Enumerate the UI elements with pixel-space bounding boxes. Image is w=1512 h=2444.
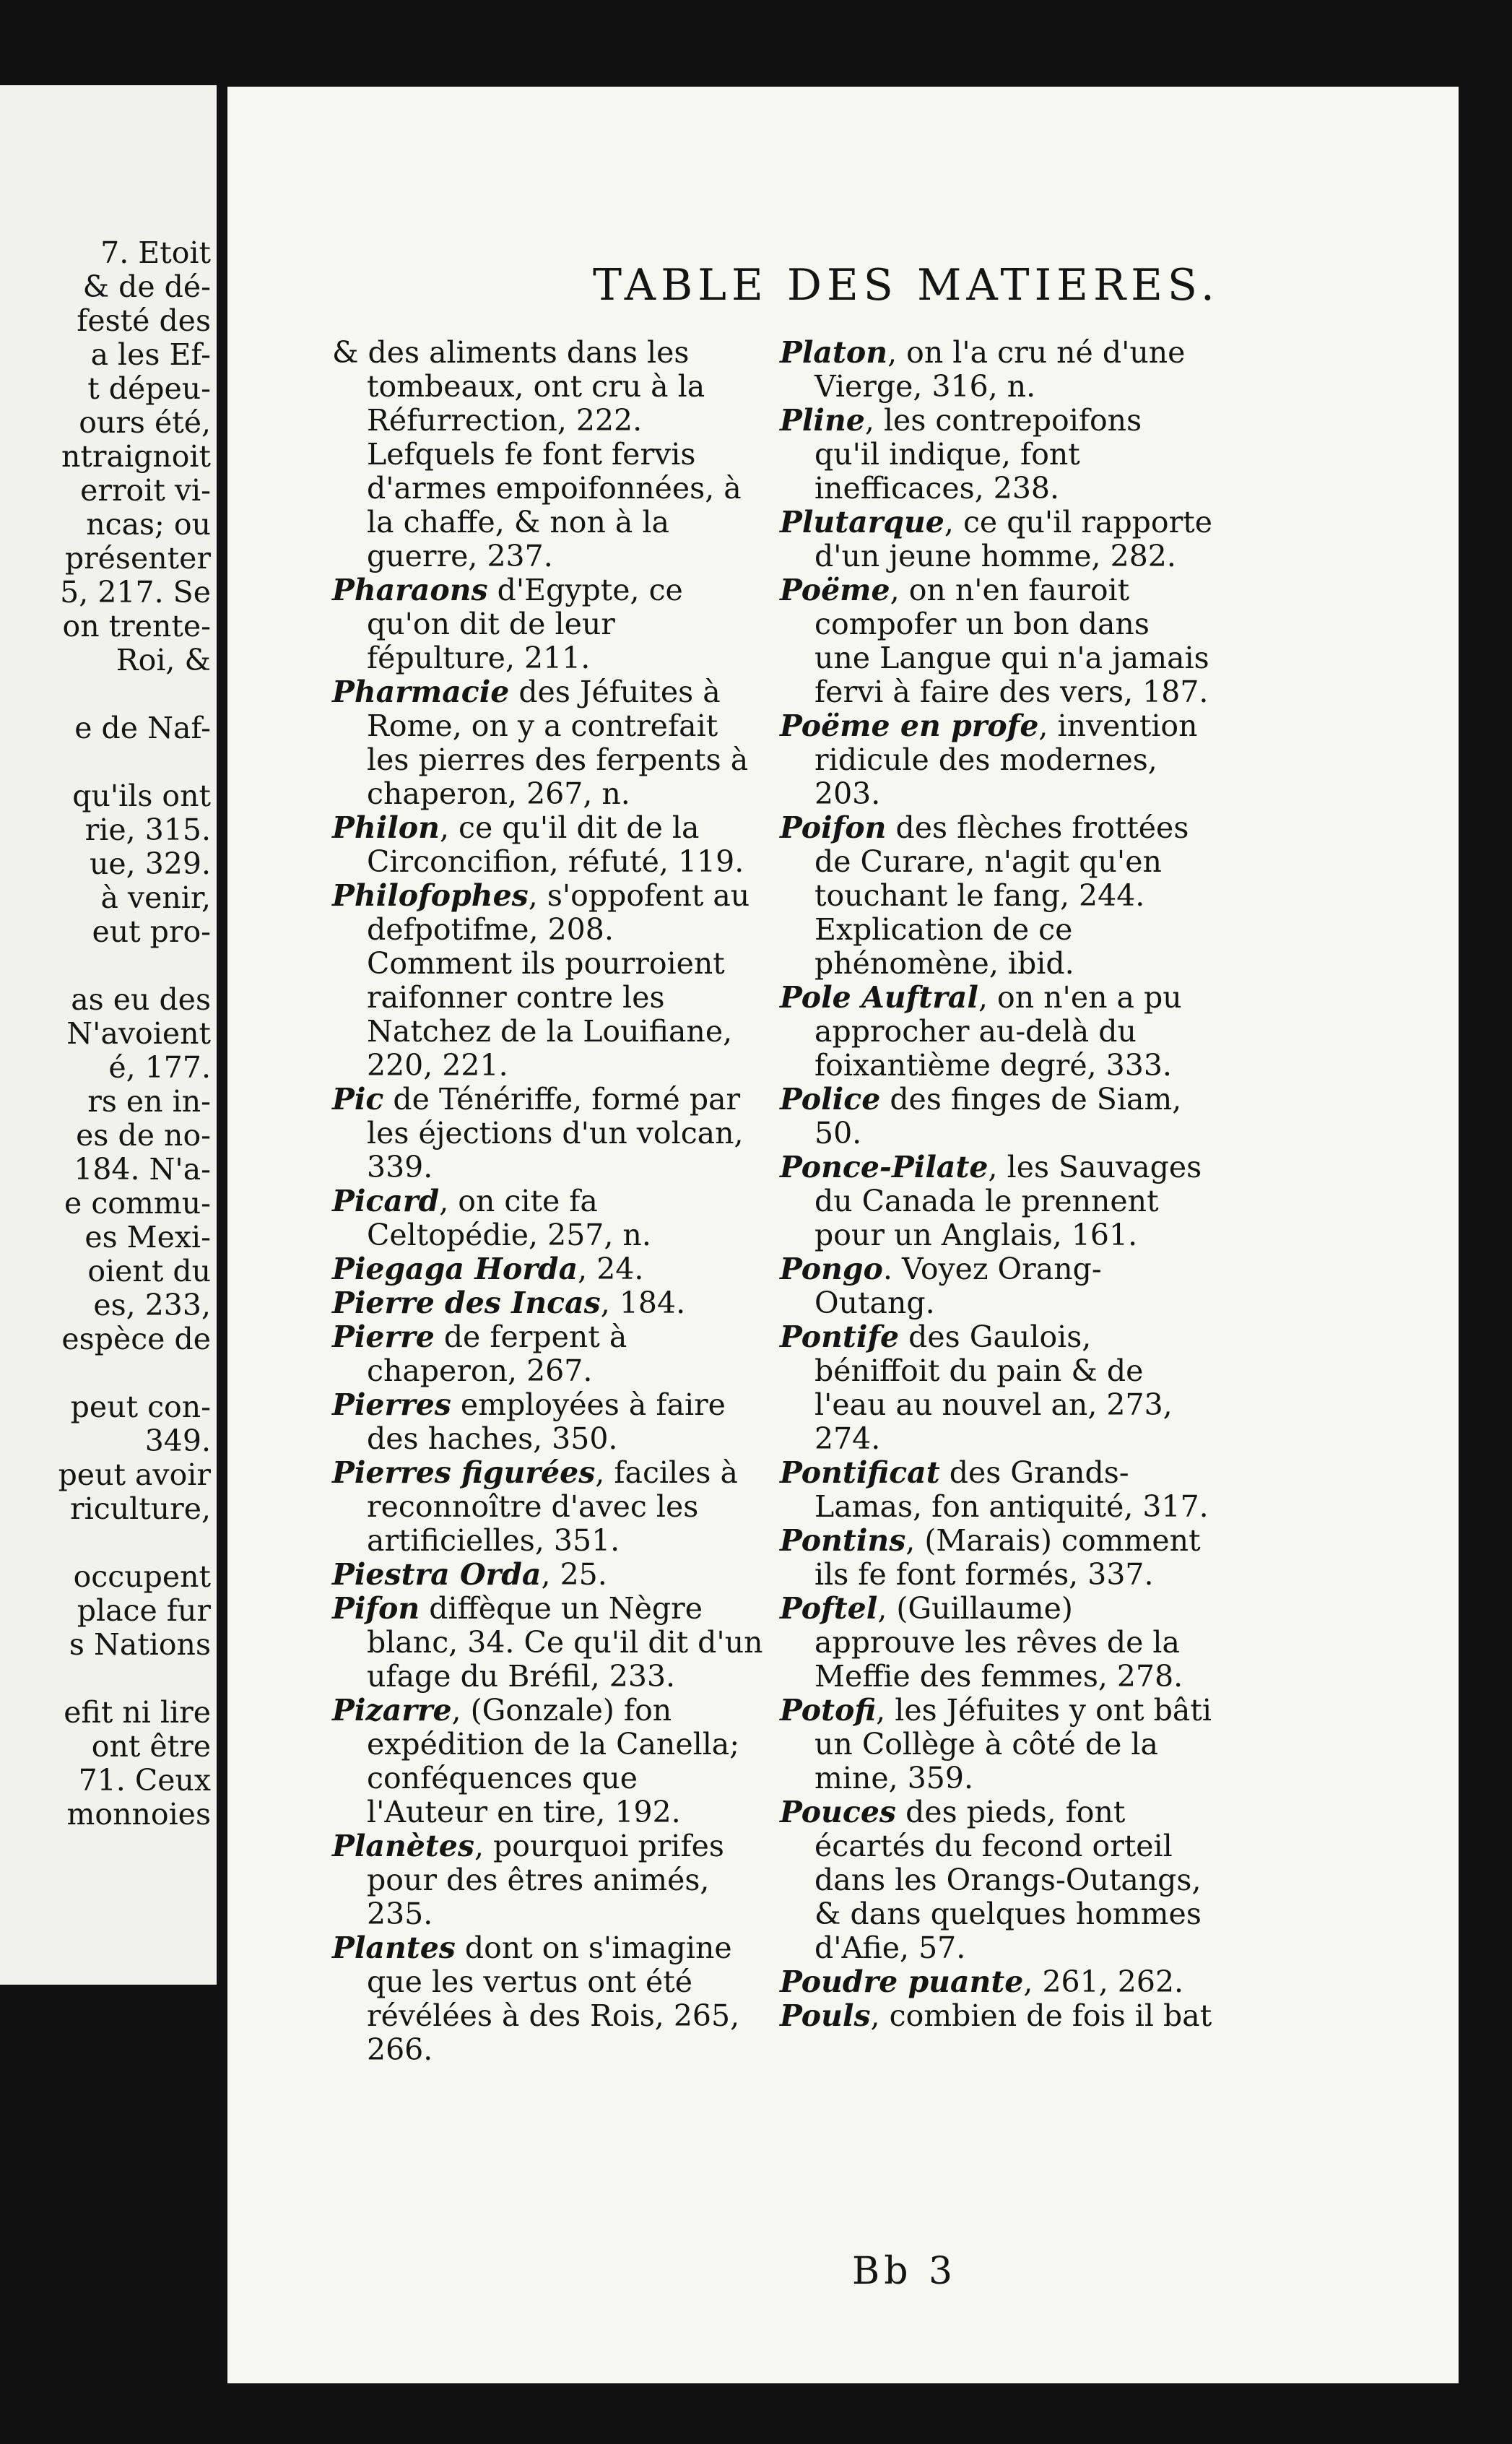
entry-text: des finges de Siam, 50. [814, 1082, 1182, 1150]
index-entry [332, 811, 765, 879]
previous-page-line: erroit vi- [80, 473, 211, 508]
entry-heading: Philon [332, 810, 440, 845]
previous-page-line: 71. Ceux [78, 1763, 211, 1798]
previous-page-line: riculture, [70, 1491, 211, 1526]
previous-page-line: occupent [73, 1559, 211, 1594]
index-entry [332, 1083, 765, 1184]
previous-page-line: qu'ils ont [72, 779, 211, 813]
previous-page-line: ont être [91, 1729, 211, 1764]
previous-page-line: e de Naf- [74, 711, 211, 745]
previous-page-line: festé des [77, 303, 211, 338]
previous-page-line: es de no- [76, 1118, 211, 1153]
index-entry [780, 1456, 1213, 1524]
previous-page-line: place fur [77, 1593, 211, 1628]
index-entry [780, 1083, 1213, 1150]
previous-page-line: 349. [144, 1424, 211, 1458]
entry-heading: Ponce-Pilate [780, 1150, 989, 1184]
entry-heading: Pierre [332, 1320, 435, 1354]
entry-heading: Poëme [780, 573, 890, 607]
entry-text: d'Egypte, ce qu'on dit de leur fépulture, 211. [367, 573, 683, 675]
index-entry [780, 1694, 1213, 1795]
entry-text: , (Gonzale) fon expédition de la Canella; conféquences que l'Auteur en tire, 192. [367, 1693, 740, 1829]
entry-text: , les Sauvages du Canada le prennent pour un Anglais, 161. [814, 1150, 1202, 1252]
entry-heading: Pontife [780, 1320, 900, 1354]
entry-text: des Grands-Lamas, fon antiquité, 317. [814, 1455, 1209, 1524]
entry-text: , combien de fois il bat [870, 1998, 1212, 2033]
entry-text: , 24. [578, 1252, 644, 1286]
entry-text: , on n'en fauroit compofer un bon dans une Langue qui n'a jamais fervi à faire des vers, 187. [814, 573, 1209, 709]
previous-page-line: s Nations [69, 1627, 211, 1662]
index-entry [780, 1999, 1213, 2033]
entry-heading: Pontificat [780, 1455, 940, 1490]
index-entry [332, 879, 765, 1083]
entry-text: de Ténériffe, formé par les éjections d'un volcan, 339. [367, 1082, 744, 1184]
entry-heading: Planètes [332, 1829, 474, 1863]
entry-heading: Pifon [332, 1591, 420, 1626]
previous-page-line: t dépeu- [87, 371, 211, 406]
entry-heading: Plutarque [780, 505, 944, 540]
entry-text: diffèque un Nègre blanc, 34. Ce qu'il dit d'un ufage du Bréfil, 233. [367, 1591, 763, 1694]
previous-page-line: as eu des [71, 982, 211, 1017]
index-entry [780, 573, 1213, 709]
entry-text: employées à faire des haches, 350. [367, 1387, 726, 1456]
previous-page-line: peut avoir [58, 1457, 211, 1492]
index-entry [332, 1388, 765, 1456]
previous-page-line: eut pro- [92, 914, 211, 949]
entry-heading: Pongo [780, 1252, 883, 1286]
previous-page-line: es Mexi- [84, 1220, 211, 1254]
entry-text: , ce qu'il dit de la Circoncifion, réfuté, 119. [367, 810, 744, 879]
index-entry [332, 1592, 765, 1694]
index-entry [332, 1252, 765, 1286]
previous-page-line: ntraignoit [61, 439, 211, 474]
entry-heading: Pierres figurées [332, 1455, 596, 1490]
entry-text: , ce qu'il rapporte d'un jeune homme, 282. [814, 505, 1212, 573]
index-entry [332, 1829, 765, 1931]
previous-page-line: ours été, [79, 405, 211, 440]
previous-page-line: rs en in- [87, 1084, 211, 1119]
left-column [332, 336, 765, 2067]
previous-page-line: efit ni lire [64, 1695, 211, 1730]
index-entry [332, 1558, 765, 1592]
previous-page-line: ue, 329. [89, 846, 211, 881]
index-entry [780, 1320, 1213, 1456]
entry-text: , faciles à reconnoître d'avec les artificielles, 351. [367, 1455, 738, 1558]
previous-page-line: es, 233, [93, 1288, 211, 1322]
entry-heading: Pouls [780, 1998, 871, 2033]
entry-heading: Pole Auftral [780, 980, 978, 1015]
index-entry [332, 1456, 765, 1558]
entry-text: , s'oppofent au defpotifme, 208. Comment ils pourroient raifonner contre les Natchez de la Louifiane, 220, 221. [367, 878, 750, 1083]
entry-text: , les Jéfuites y ont bâti un Collège à côté de la mine, 359. [814, 1693, 1212, 1795]
previous-page-fragment [0, 85, 217, 1985]
entry-heading: Pizarre [332, 1693, 452, 1728]
previous-page-line: espèce de [61, 1322, 211, 1356]
index-entry [332, 1320, 765, 1388]
entry-heading: Pierres [332, 1387, 451, 1422]
entry-heading: Police [780, 1082, 881, 1117]
entry-heading: Pouces [780, 1795, 897, 1829]
entry-heading: Poftel [780, 1591, 878, 1626]
entry-heading: Pharaons [332, 573, 488, 607]
entry-heading: Pontins [780, 1523, 906, 1558]
entry-text: , on cite fa Celtopédie, 257, n. [367, 1184, 651, 1252]
index-entry [780, 709, 1213, 811]
index-page [227, 87, 1459, 2383]
entry-heading: Piestra Orda [332, 1557, 542, 1592]
entry-text: , 261, 262. [1023, 1964, 1184, 1999]
entry-text: des flèches frottées de Curare, n'agit qu'en touchant le fang, 244. Explication de ce phénomène, ibid. [814, 810, 1189, 981]
entry-text: , on n'en a pu approcher au-delà du foixantième degré, 333. [814, 980, 1182, 1083]
previous-page-line: à venir, [100, 880, 211, 915]
entry-text: , les contrepoifons qu'il indique, font inefficaces, 238. [814, 403, 1142, 506]
previous-page-line: présenter [64, 541, 211, 576]
entry-text: , 184. [600, 1286, 686, 1320]
entry-text: , invention ridicule des modernes, 203. [814, 708, 1198, 811]
entry-text: , pourquoi prifes pour des êtres animés, 235. [367, 1829, 724, 1931]
entry-heading: Plantes [332, 1930, 456, 1965]
index-entry [780, 811, 1213, 981]
entry-heading: Pic [332, 1082, 384, 1117]
index-entry [780, 336, 1213, 404]
previous-page-line: oient du [87, 1254, 211, 1288]
index-entry [332, 1286, 765, 1320]
previous-page-line: é, 177. [108, 1050, 211, 1085]
right-column [780, 336, 1213, 2033]
index-entry [780, 404, 1213, 506]
entry-text: de ferpent à chaperon, 267. [367, 1320, 627, 1388]
entry-heading: Platon [780, 335, 888, 370]
index-entry [780, 506, 1213, 573]
entry-heading: Picard [332, 1184, 440, 1218]
entry-text: , (Marais) comment ils fe font formés, 337. [814, 1523, 1201, 1592]
index-entry [332, 675, 765, 811]
previous-page-line: rie, 315. [84, 812, 211, 847]
index-entry [332, 1931, 765, 2067]
signature-mark: Bb 3 [852, 2250, 957, 2293]
entry-heading: Philofophes [332, 878, 529, 913]
entry-text: , 25. [541, 1557, 607, 1592]
previous-page-line: 184. N'a- [74, 1152, 211, 1187]
entry-text: & des aliments dans les tombeaux, ont cru à la Réfurrection, 222. Lefquels fe font fervis d'armes empoifonnées, à la chaffe, & non à la guerre, 237. [332, 335, 742, 573]
index-entry [332, 1184, 765, 1252]
entry-text: . Voyez Orang-Outang. [814, 1252, 1102, 1320]
previous-page-line: monnoies [66, 1797, 211, 1832]
previous-page-line: 7. Etoit [100, 235, 211, 270]
index-entry [332, 336, 765, 573]
previous-page-line: & de dé- [82, 269, 211, 304]
entry-heading: Pharmacie [332, 675, 510, 709]
entry-heading: Piegaga Horda [332, 1252, 578, 1286]
previous-page-line: Roi, & [116, 643, 211, 677]
entry-text: des pieds, font écartés du fecond orteil dans les Orangs-Outangs, & dans quelques hommes d'Afie, 57. [814, 1795, 1202, 1965]
entry-heading: Poifon [780, 810, 887, 845]
index-entry [332, 573, 765, 675]
index-entry [780, 1252, 1213, 1320]
previous-page-line: peut con- [70, 1390, 211, 1424]
index-entry [780, 1965, 1213, 1999]
entry-text: des Jéfuites à Rome, on y a contrefait les pierres des ferpents à chaperon, 267, n. [367, 675, 749, 811]
index-entry [780, 1592, 1213, 1694]
entry-heading: Pierre des Incas [332, 1286, 601, 1320]
previous-page-line: 5, 217. Se [60, 575, 211, 610]
entry-heading: Pline [780, 403, 865, 438]
index-entry [780, 981, 1213, 1083]
entry-heading: Poudre puante [780, 1964, 1024, 1999]
previous-page-line: N'avoient [66, 1016, 211, 1051]
entry-text: des Gaulois, béniffoit du pain & de l'eau au nouvel an, 273, 274. [814, 1320, 1173, 1456]
previous-page-line: e commu- [64, 1186, 211, 1221]
entry-text: , on l'a cru né d'une Vierge, 316, n. [814, 335, 1186, 404]
previous-page-line: a les Ef- [90, 337, 211, 372]
index-entry [780, 1795, 1213, 1965]
entry-heading: Potofi [780, 1693, 877, 1728]
entry-text: dont on s'imagine que les vertus ont été révélées à des Rois, 265, 266. [367, 1930, 740, 2067]
index-entry [332, 1694, 765, 1829]
previous-page-line: on trente- [62, 609, 211, 644]
page-title: TABLE DES MATIERES. [593, 260, 1220, 311]
index-entry [780, 1524, 1213, 1592]
entry-heading: Poëme en profe [780, 708, 1039, 743]
entry-text: , (Guillaume) approuve les rêves de la Meffie des femmes, 278. [814, 1591, 1183, 1694]
index-entry [780, 1150, 1213, 1252]
previous-page-line: ncas; ou [86, 507, 211, 542]
